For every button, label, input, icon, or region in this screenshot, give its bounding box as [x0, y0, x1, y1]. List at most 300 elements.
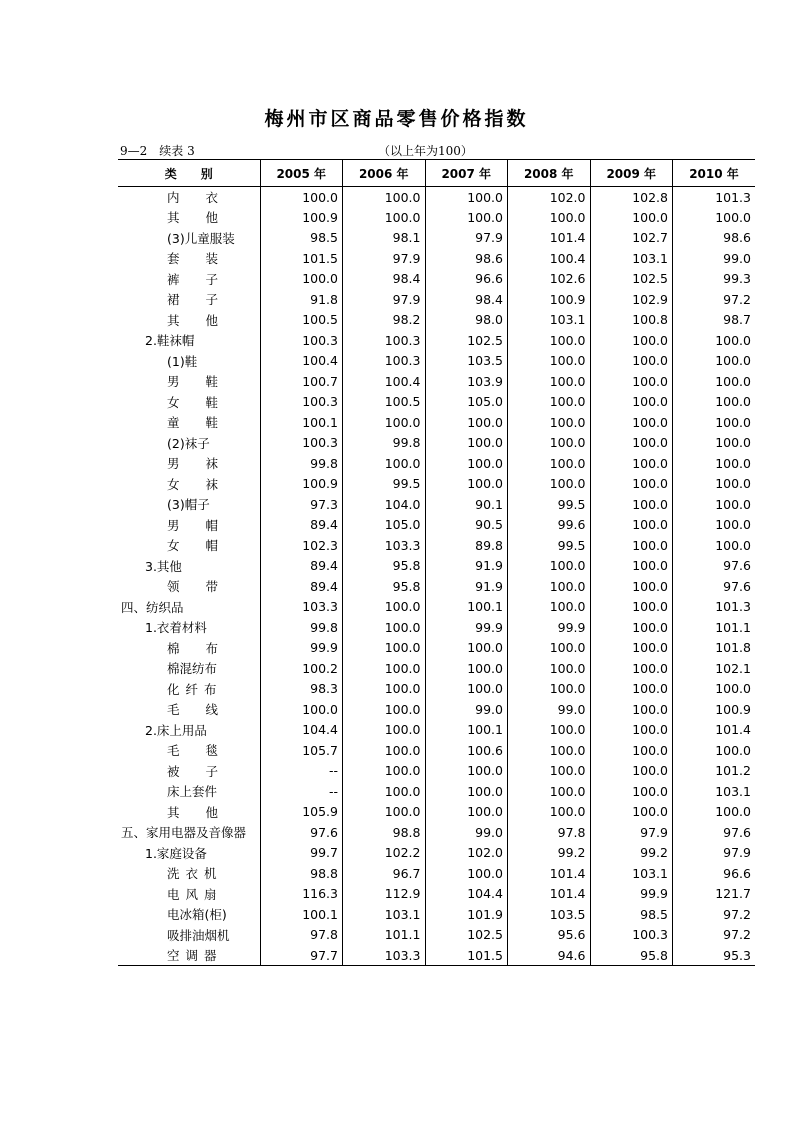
table-row [118, 945, 755, 966]
row-value: 99.7 [260, 843, 343, 864]
row-category-label: 1.家庭设备 [145, 845, 207, 861]
row-value: 100.0 [673, 740, 756, 761]
table-row [118, 351, 755, 372]
row-value: 100.0 [590, 679, 673, 700]
row-value: 100.0 [343, 720, 426, 741]
row-value: 104.4 [425, 884, 508, 905]
row-value: 100.0 [590, 720, 673, 741]
row-value: 100.7 [260, 371, 343, 392]
row-value: 100.0 [343, 781, 426, 802]
header-year-2009: 2009 年 [590, 160, 673, 187]
row-category [118, 638, 260, 659]
row-value: 100.0 [508, 412, 591, 433]
row-value: 100.1 [260, 904, 343, 925]
row-value: 100.0 [590, 617, 673, 638]
row-value: 100.4 [260, 351, 343, 372]
header-year-2007: 2007 年 [425, 160, 508, 187]
row-value: 100.0 [673, 371, 756, 392]
row-category [118, 289, 260, 310]
row-value: 96.7 [343, 863, 426, 884]
row-category [118, 822, 260, 843]
row-value: 98.0 [425, 310, 508, 331]
row-value: 100.0 [590, 330, 673, 351]
row-value: 100.0 [673, 802, 756, 823]
row-value: 100.8 [590, 310, 673, 331]
row-value: 101.4 [508, 863, 591, 884]
row-value: 100.0 [343, 658, 426, 679]
row-value: 102.0 [425, 843, 508, 864]
row-category [118, 535, 260, 556]
row-value: 89.8 [425, 535, 508, 556]
row-value: 99.0 [673, 248, 756, 269]
row-category-label: 其他 [167, 804, 245, 820]
table-row [118, 535, 755, 556]
row-value: 100.4 [343, 371, 426, 392]
row-category-label: 男鞋 [167, 374, 245, 390]
row-value: 100.0 [508, 474, 591, 495]
row-value: 97.9 [343, 248, 426, 269]
row-value: 103.1 [508, 310, 591, 331]
row-category-label: 化纤布 [167, 681, 223, 697]
row-value: 100.0 [508, 433, 591, 454]
row-value: 100.9 [508, 289, 591, 310]
row-value: 100.0 [673, 392, 756, 413]
row-value: 99.5 [343, 474, 426, 495]
row-category-label: 女袜 [167, 476, 245, 492]
row-value: 101.3 [673, 597, 756, 618]
row-value: 89.4 [260, 576, 343, 597]
row-value: 100.9 [673, 699, 756, 720]
row-value: 100.0 [673, 535, 756, 556]
row-category [118, 617, 260, 638]
row-category [118, 187, 260, 208]
row-category-label: 其他 [167, 312, 245, 328]
row-value: 100.0 [673, 330, 756, 351]
row-value: 100.0 [673, 207, 756, 228]
row-value: 100.0 [590, 699, 673, 720]
table-row [118, 617, 755, 638]
row-value: 99.8 [260, 453, 343, 474]
table-row [118, 720, 755, 741]
row-value: 99.9 [508, 617, 591, 638]
row-category [118, 781, 260, 802]
row-category [118, 699, 260, 720]
row-value: 101.8 [673, 638, 756, 659]
row-value: 100.0 [508, 330, 591, 351]
row-category-label: 洗衣机 [167, 866, 223, 882]
row-value: 100.0 [590, 556, 673, 577]
row-value: 100.0 [590, 494, 673, 515]
row-value: 100.0 [673, 453, 756, 474]
row-value: 98.4 [343, 269, 426, 290]
row-value: 89.4 [260, 515, 343, 536]
row-value: 104.4 [260, 720, 343, 741]
row-value: 100.0 [343, 453, 426, 474]
row-value: 100.0 [508, 658, 591, 679]
row-value: 99.0 [508, 699, 591, 720]
row-value: 100.4 [508, 248, 591, 269]
row-value: 100.0 [260, 269, 343, 290]
row-category-label: (1)鞋 [167, 353, 198, 369]
row-value: 100.0 [508, 371, 591, 392]
row-value: 100.3 [343, 330, 426, 351]
table-row [118, 515, 755, 536]
row-value: 100.0 [425, 433, 508, 454]
row-value: -- [260, 781, 343, 802]
table-row [118, 699, 755, 720]
row-category [118, 904, 260, 925]
row-value: 100.0 [590, 351, 673, 372]
row-value: 96.6 [425, 269, 508, 290]
row-category-label: 童鞋 [167, 415, 245, 431]
row-value: 100.0 [673, 433, 756, 454]
row-value: 100.0 [673, 679, 756, 700]
row-value: 99.9 [425, 617, 508, 638]
row-value: 100.0 [590, 433, 673, 454]
row-value: 102.5 [425, 330, 508, 351]
row-value: 97.2 [673, 289, 756, 310]
row-category-label: (3)儿童服装 [167, 230, 235, 246]
row-category-label: 裤子 [167, 271, 245, 287]
row-value: 103.9 [425, 371, 508, 392]
row-value: 97.6 [673, 556, 756, 577]
row-value: 100.0 [425, 412, 508, 433]
row-value: 98.3 [260, 679, 343, 700]
row-category-label: 毛线 [167, 702, 245, 718]
row-value: 102.7 [590, 228, 673, 249]
row-value: 97.8 [260, 925, 343, 946]
table-row [118, 925, 755, 946]
row-category [118, 412, 260, 433]
row-value: 97.6 [673, 822, 756, 843]
row-category-label: 裙子 [167, 292, 245, 308]
table-row [118, 228, 755, 249]
row-value: 100.0 [590, 658, 673, 679]
row-category-label: 四、纺织品 [121, 599, 184, 615]
row-value: 100.0 [343, 187, 426, 208]
row-value: 105.7 [260, 740, 343, 761]
row-value: 100.3 [590, 925, 673, 946]
row-value: 100.0 [508, 556, 591, 577]
row-value: 95.8 [590, 945, 673, 966]
row-value: 100.0 [343, 617, 426, 638]
row-value: 100.0 [590, 207, 673, 228]
row-value: 90.1 [425, 494, 508, 515]
row-category [118, 371, 260, 392]
table-row [118, 207, 755, 228]
row-value: 100.0 [590, 802, 673, 823]
row-category-label: 床上套件 [167, 784, 218, 800]
table-row [118, 494, 755, 515]
row-category-label: 3.其他 [145, 558, 182, 574]
row-value: 100.0 [590, 597, 673, 618]
table-row [118, 822, 755, 843]
row-value: 105.0 [425, 392, 508, 413]
row-value: 100.5 [343, 392, 426, 413]
row-value: 101.5 [260, 248, 343, 269]
row-value: 105.0 [343, 515, 426, 536]
price-index-table [118, 159, 755, 966]
row-value: 99.8 [260, 617, 343, 638]
table-row [118, 597, 755, 618]
row-value: 98.5 [590, 904, 673, 925]
row-value: 102.3 [260, 535, 343, 556]
row-value: 100.0 [590, 638, 673, 659]
row-value: 100.0 [425, 453, 508, 474]
table-row [118, 658, 755, 679]
row-value: 100.0 [590, 576, 673, 597]
base-note: （以上年为100） [378, 144, 473, 158]
row-value: 100.2 [260, 658, 343, 679]
row-value: 97.9 [425, 228, 508, 249]
row-value: 101.4 [508, 228, 591, 249]
row-category [118, 474, 260, 495]
row-value: 101.1 [673, 617, 756, 638]
table-row [118, 884, 755, 905]
row-category [118, 494, 260, 515]
row-value: 100.0 [673, 412, 756, 433]
row-value: 100.0 [673, 474, 756, 495]
row-value: 101.3 [673, 187, 756, 208]
row-category-label: 其他 [167, 210, 245, 226]
row-value: 100.0 [590, 515, 673, 536]
row-value: 99.8 [343, 433, 426, 454]
row-value: 100.0 [590, 740, 673, 761]
row-value: 98.8 [260, 863, 343, 884]
row-value: 100.0 [425, 863, 508, 884]
row-value: -- [260, 761, 343, 782]
row-value: 101.2 [673, 761, 756, 782]
table-row [118, 904, 755, 925]
row-value: 101.5 [425, 945, 508, 966]
row-value: 91.9 [425, 556, 508, 577]
row-value: 100.5 [260, 310, 343, 331]
table-row [118, 453, 755, 474]
row-category [118, 843, 260, 864]
row-value: 103.3 [343, 535, 426, 556]
row-category-label: (2)袜子 [167, 435, 210, 451]
row-category-label: 2.鞋袜帽 [145, 333, 195, 349]
row-value: 100.0 [590, 535, 673, 556]
row-value: 98.1 [343, 228, 426, 249]
row-value: 99.6 [508, 515, 591, 536]
table-row [118, 638, 755, 659]
row-category-label: 电冰箱(柜) [167, 907, 227, 923]
row-value: 99.5 [508, 535, 591, 556]
row-value: 101.4 [673, 720, 756, 741]
row-value: 97.9 [343, 289, 426, 310]
table-row [118, 289, 755, 310]
row-category-label: 领带 [167, 579, 245, 595]
row-value: 100.0 [343, 740, 426, 761]
row-value: 100.1 [425, 597, 508, 618]
row-value: 100.0 [508, 761, 591, 782]
row-value: 100.0 [425, 802, 508, 823]
row-value: 99.9 [260, 638, 343, 659]
row-value: 100.0 [425, 658, 508, 679]
row-category [118, 863, 260, 884]
row-value: 100.0 [673, 494, 756, 515]
row-category-label: 内衣 [167, 190, 245, 205]
row-value: 100.0 [425, 187, 508, 208]
row-value: 100.0 [508, 679, 591, 700]
row-value: 100.0 [343, 699, 426, 720]
row-value: 91.9 [425, 576, 508, 597]
table-row [118, 802, 755, 823]
row-value: 99.0 [425, 699, 508, 720]
row-category [118, 330, 260, 351]
row-category [118, 515, 260, 536]
row-category [118, 802, 260, 823]
row-value: 102.1 [673, 658, 756, 679]
row-value: 100.1 [260, 412, 343, 433]
row-value: 100.0 [508, 392, 591, 413]
row-category-label: 男袜 [167, 456, 245, 472]
row-category [118, 433, 260, 454]
row-value: 98.6 [425, 248, 508, 269]
table-row [118, 781, 755, 802]
row-value: 100.0 [508, 638, 591, 659]
row-category [118, 248, 260, 269]
row-value: 100.0 [343, 207, 426, 228]
row-category-label: 棉布 [167, 640, 245, 656]
row-value: 100.0 [508, 802, 591, 823]
table-row [118, 740, 755, 761]
row-category [118, 740, 260, 761]
header-year-2008: 2008 年 [508, 160, 591, 187]
row-category [118, 576, 260, 597]
row-value: 100.0 [590, 781, 673, 802]
row-value: 101.1 [343, 925, 426, 946]
row-value: 100.0 [425, 761, 508, 782]
row-category-label: 毛毯 [167, 743, 245, 759]
row-value: 100.0 [508, 576, 591, 597]
table-row [118, 310, 755, 331]
row-category [118, 761, 260, 782]
row-value: 103.5 [508, 904, 591, 925]
row-value: 100.9 [260, 207, 343, 228]
row-value: 95.6 [508, 925, 591, 946]
row-value: 121.7 [673, 884, 756, 905]
row-category-label: 电风扇 [167, 886, 223, 902]
table-row [118, 576, 755, 597]
row-value: 100.0 [425, 474, 508, 495]
table-row [118, 556, 755, 577]
row-category [118, 720, 260, 741]
table-body [118, 187, 755, 966]
row-value: 100.0 [343, 679, 426, 700]
row-value: 98.2 [343, 310, 426, 331]
row-value: 100.3 [343, 351, 426, 372]
row-category-label: 2.床上用品 [145, 722, 207, 738]
row-value: 94.6 [508, 945, 591, 966]
row-value: 102.5 [590, 269, 673, 290]
table-row [118, 412, 755, 433]
row-value: 98.6 [673, 228, 756, 249]
row-value: 104.0 [343, 494, 426, 515]
row-value: 102.2 [343, 843, 426, 864]
row-value: 100.0 [508, 207, 591, 228]
row-value: 100.0 [425, 679, 508, 700]
table-row [118, 433, 755, 454]
row-category-label: 五、家用电器及音像器 [121, 825, 247, 841]
row-value: 97.8 [508, 822, 591, 843]
row-value: 90.5 [425, 515, 508, 536]
row-category [118, 945, 260, 966]
row-value: 100.0 [343, 412, 426, 433]
row-value: 95.8 [343, 556, 426, 577]
row-value: 100.1 [425, 720, 508, 741]
header-year-2005: 2005 年 [260, 160, 343, 187]
row-value: 116.3 [260, 884, 343, 905]
row-value: 99.0 [425, 822, 508, 843]
row-value: 103.1 [590, 248, 673, 269]
row-value: 103.3 [260, 597, 343, 618]
row-value: 100.0 [590, 371, 673, 392]
row-value: 97.3 [260, 494, 343, 515]
row-value: 100.0 [260, 699, 343, 720]
row-category [118, 556, 260, 577]
row-value: 99.9 [590, 884, 673, 905]
table-row [118, 187, 755, 208]
table-row [118, 843, 755, 864]
row-value: 100.3 [260, 433, 343, 454]
row-value: 112.9 [343, 884, 426, 905]
row-value: 99.5 [508, 494, 591, 515]
row-value: 103.5 [425, 351, 508, 372]
row-value: 100.0 [590, 412, 673, 433]
row-value: 103.3 [343, 945, 426, 966]
row-value: 97.9 [673, 843, 756, 864]
row-value: 100.9 [260, 474, 343, 495]
table-row [118, 679, 755, 700]
row-category [118, 310, 260, 331]
row-value: 100.0 [673, 515, 756, 536]
row-value: 98.5 [260, 228, 343, 249]
row-value: 101.9 [425, 904, 508, 925]
row-value: 100.0 [673, 351, 756, 372]
row-value: 102.6 [508, 269, 591, 290]
row-category-label: 女鞋 [167, 394, 245, 410]
table-row [118, 761, 755, 782]
row-value: 95.8 [343, 576, 426, 597]
row-category-label: 空调器 [167, 948, 223, 963]
table-row [118, 863, 755, 884]
table-row [118, 371, 755, 392]
row-value: 100.0 [260, 187, 343, 208]
row-category-label: 女帽 [167, 538, 245, 554]
row-value: 100.0 [590, 474, 673, 495]
row-value: 100.0 [425, 781, 508, 802]
row-value: 100.0 [508, 453, 591, 474]
row-value: 101.4 [508, 884, 591, 905]
row-value: 100.0 [343, 761, 426, 782]
table-row [118, 392, 755, 413]
row-value: 100.0 [508, 781, 591, 802]
row-category [118, 351, 260, 372]
row-value: 103.1 [343, 904, 426, 925]
row-value: 89.4 [260, 556, 343, 577]
row-value: 102.9 [590, 289, 673, 310]
row-value: 100.0 [590, 761, 673, 782]
row-category-label: (3)帽子 [167, 497, 210, 513]
page-title: 梅州市区商品零售价格指数 [264, 108, 529, 130]
row-category [118, 925, 260, 946]
row-category-label: 被子 [167, 763, 245, 779]
row-value: 98.7 [673, 310, 756, 331]
row-category-label: 1.衣着材料 [145, 620, 207, 636]
row-value: 98.4 [425, 289, 508, 310]
